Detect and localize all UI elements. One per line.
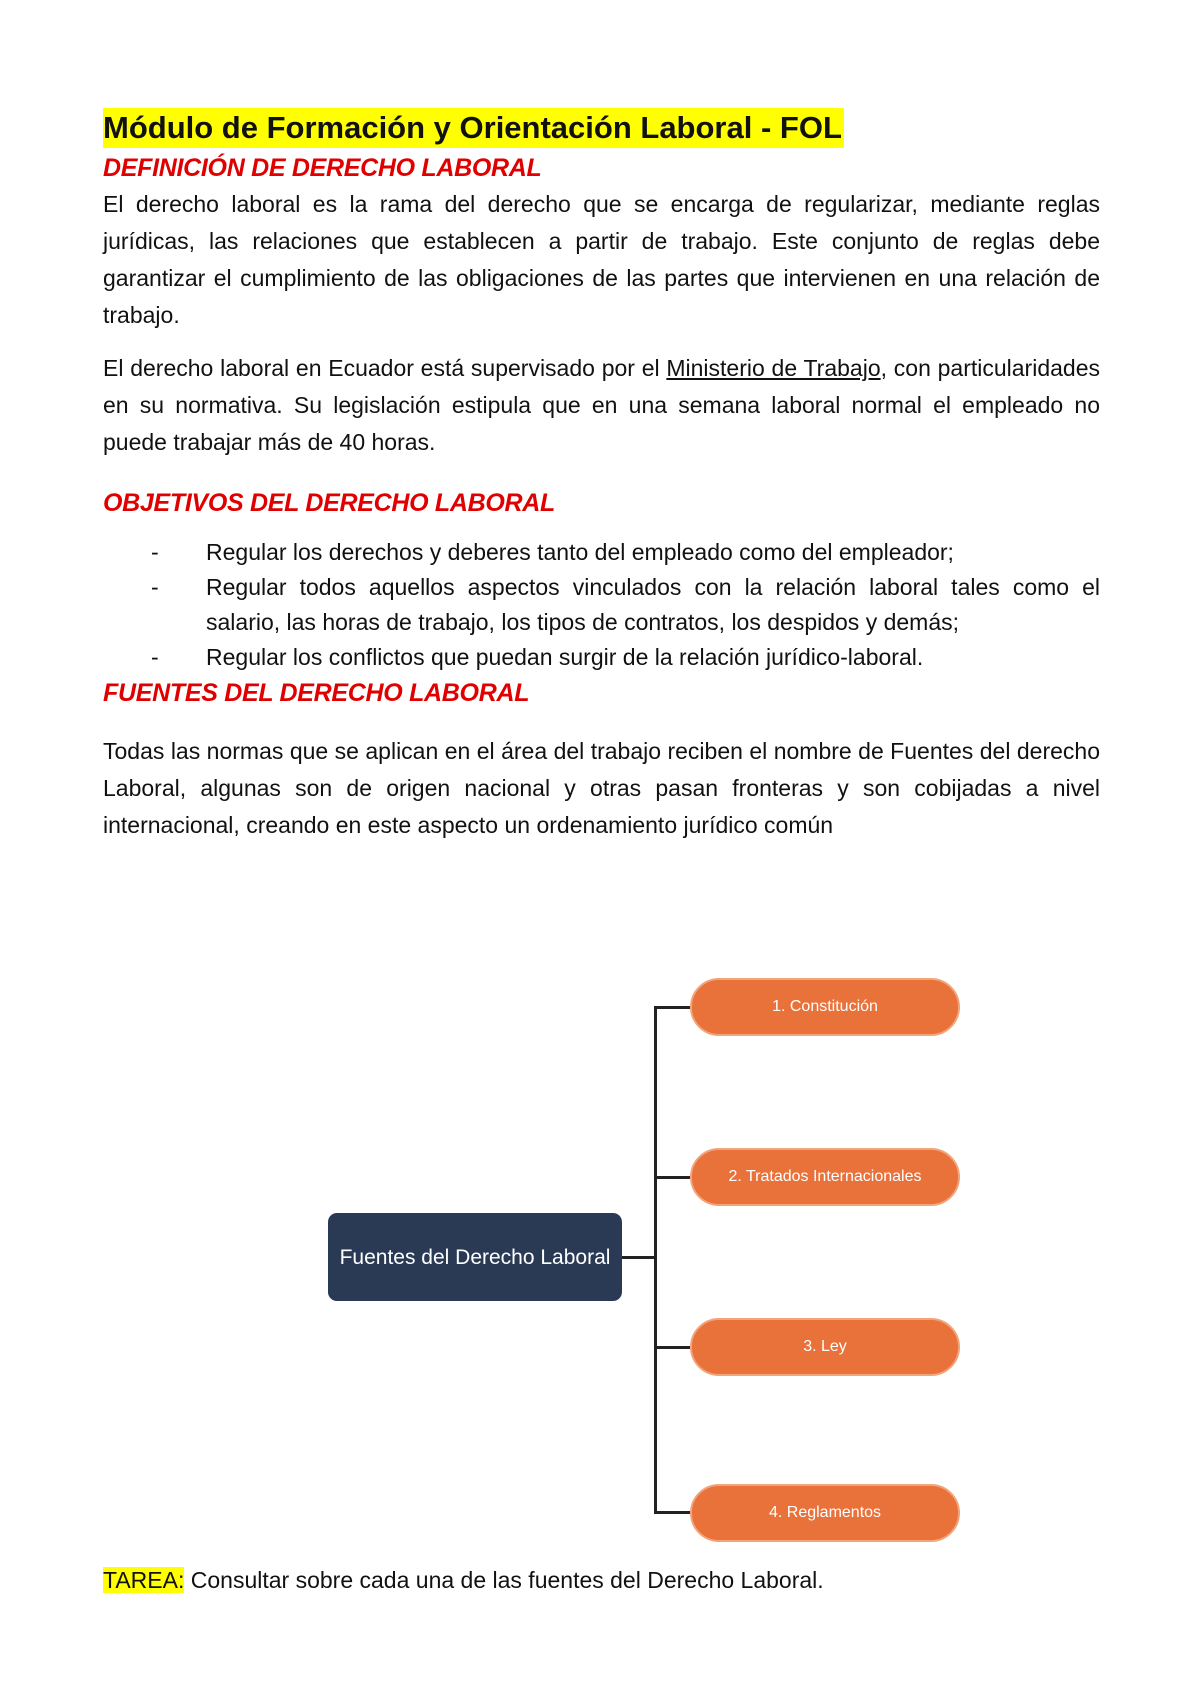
connector-vertical — [654, 1006, 657, 1513]
paragraph-ecuador — [103, 350, 1100, 461]
diagram-node-reglamentos: 4. Reglamentos — [690, 1484, 960, 1542]
heading-objetivos: OBJETIVOS DEL DERECHO LABORAL — [103, 489, 555, 517]
list-bullet: - — [151, 644, 159, 670]
connector-branch-3 — [654, 1346, 690, 1349]
list-bullet: - — [151, 574, 159, 600]
connector-root-stem — [622, 1256, 656, 1259]
heading-fuentes: FUENTES DEL DERECHO LABORAL — [103, 679, 530, 707]
document-body — [103, 108, 1100, 844]
list-bullet: - — [151, 539, 159, 565]
paragraph-ecuador-end: , con particularidades en su normativa. Su legislación estipula que en una semana laboral normal el empleado no puede trabajar más de 40 horas. — [103, 355, 1100, 455]
ministerio-link[interactable]: Ministerio de Trabajo — [666, 355, 881, 381]
paragraph-definicion: El derecho laboral es la rama del derecho que se encarga de regularizar, mediante reglas jurídicas, las relaciones que establecen a partir de trabajo. Este conjunto de reglas debe garantizar el cumplimiento de las obligaciones de las partes que intervienen en una relación de trabajo. — [103, 191, 1100, 328]
list-item-text: Regular los derechos y deberes tanto del empleado como del empleador; — [206, 539, 954, 565]
paragraph-ecuador-start: El derecho laboral en Ecuador está supervisado por el — [103, 355, 667, 381]
document-title: Módulo de Formación y Orientación Laboral - FOL — [103, 108, 844, 148]
list-item — [103, 535, 1100, 570]
list-item-text: Regular los conflictos que puedan surgir de la relación jurídico-laboral. — [206, 644, 924, 670]
list-item-text: Regular todos aquellos aspectos vinculados con la relación laboral tales como el salario, las horas de trabajo, los tipos de contratos, los despidos y demás; — [206, 574, 1100, 635]
paragraph-fuentes: Todas las normas que se aplican en el área del trabajo reciben el nombre de Fuentes del derecho Laboral, algunas son de origen nacional y otras pasan fronteras y son cobijadas a nivel internacional, creando en este aspecto un ordenamiento jurídico común — [103, 738, 1100, 838]
objetivos-list — [103, 535, 1100, 675]
diagram-node-ley: 3. Ley — [690, 1318, 960, 1376]
tarea-line — [103, 1562, 824, 1599]
connector-branch-2 — [654, 1176, 690, 1179]
tarea-label: TAREA: — [103, 1567, 185, 1593]
heading-definicion: DEFINICIÓN DE DERECHO LABORAL — [103, 154, 542, 182]
diagram-node-tratados: 2. Tratados Internacionales — [690, 1148, 960, 1206]
connector-branch-1 — [654, 1006, 690, 1009]
list-item — [103, 570, 1100, 640]
diagram-node-constitucion: 1. Constitución — [690, 978, 960, 1036]
connector-branch-4 — [654, 1511, 690, 1514]
tarea-text: Consultar sobre cada una de las fuentes del Derecho Laboral. — [184, 1567, 824, 1593]
list-item — [103, 640, 1100, 675]
diagram-root-node: Fuentes del Derecho Laboral — [328, 1213, 622, 1301]
